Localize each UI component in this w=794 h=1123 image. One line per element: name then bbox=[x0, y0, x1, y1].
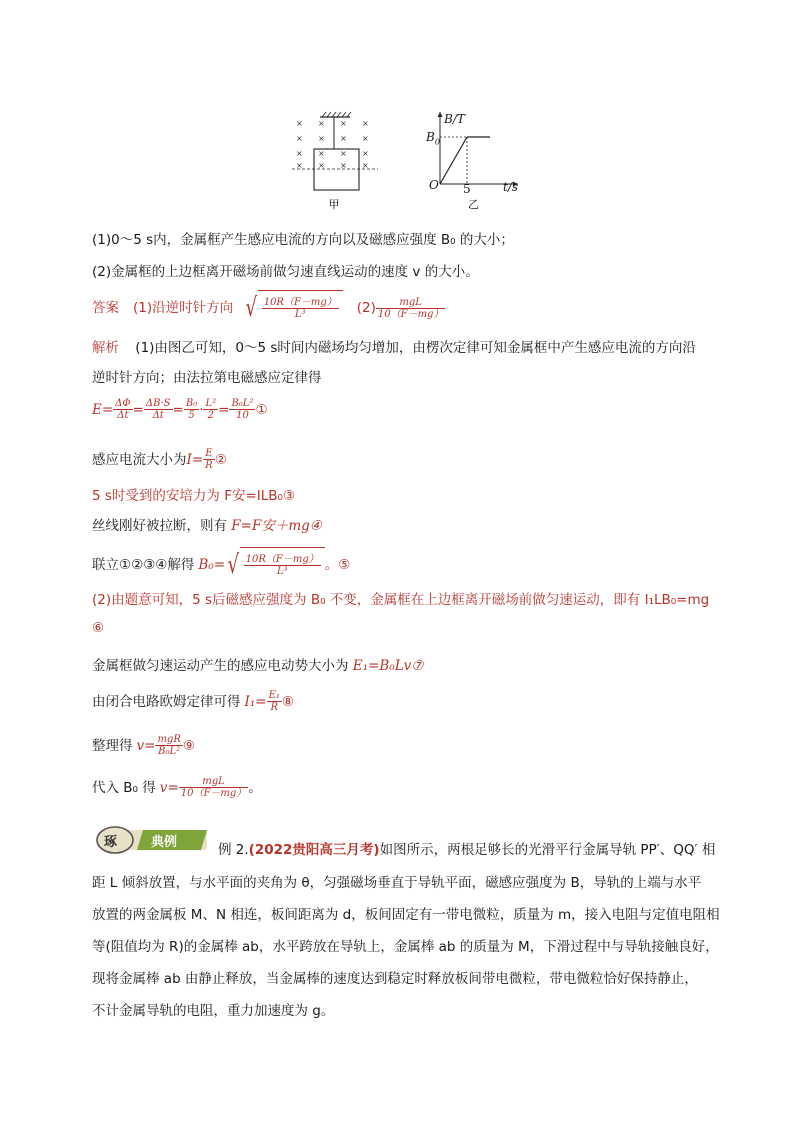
example-banner bbox=[95, 824, 213, 854]
question-1: (1)0～5 s内，金属框产生感应电流的方向以及磁感应强度 B₀ 的大小； bbox=[92, 232, 514, 248]
example-line-4: 等(阻值均为 R)的金属棒 ab，水平跨放在导轨上，金属棒 ab 的质量为 M，下滑过程中与导轨接触良好， bbox=[92, 939, 719, 955]
y-axis-label: B/T bbox=[444, 112, 465, 126]
b0-label: $B_0$ bbox=[426, 130, 440, 147]
tick-5: 5 bbox=[463, 182, 471, 196]
equation-10: 代入 B₀ 得 v= $\frac{\text{mgL}}{10(F-mg)}$ 。 bbox=[92, 776, 262, 799]
answer-part-1: (1)沿逆时针方向 bbox=[133, 300, 234, 316]
cross: × bbox=[296, 119, 303, 128]
answer-line bbox=[92, 290, 445, 326]
analysis-line-1: 解析 (1)由图乙可知，0～5 s时间内磁场均匀增加，由楞次定律可知金属框中产生感应电流的方向沿 bbox=[92, 340, 696, 356]
figure-jia-label: 甲 bbox=[328, 198, 340, 211]
cross: × bbox=[296, 134, 303, 143]
cross: × bbox=[296, 161, 303, 170]
cross: × bbox=[340, 161, 347, 170]
example-line-2: 距 L 倾斜放置，与水平面的夹角为 θ，匀强磁场垂直于导轨平面，磁感应强度为 B，导轨的上端与水平 bbox=[92, 875, 702, 891]
cross: × bbox=[318, 134, 325, 143]
answer-label: 答案 bbox=[92, 300, 119, 316]
equation-9: 整理得 v= $\frac{\text{mgR}}{\text{B₀L²}}$ ⑨ bbox=[92, 734, 195, 757]
equation-5: 联立①②③④解得 B₀= √ $\frac{10R(F-mg)}{\text{L³}}$ 。⑤ bbox=[92, 547, 350, 583]
equation-1: E= $\frac{\Delta\Phi}{\Delta t}$ = $\frac{\Delta B\cdot S}{\Delta t}$ = $\frac{\text{B₀}}{5}$ · $\frac{\text{L²}}{2}$ = $\frac{\text{B₀L²}}{10}$ ① bbox=[92, 398, 268, 421]
equation-7: 金属框做匀速运动产生的感应电动势大小为 E₁=B₀Lv⑦ bbox=[92, 658, 424, 674]
cross: × bbox=[318, 119, 325, 128]
question-2: (2)金属框的上边框离开磁场前做匀速直线运动的速度 v 的大小。 bbox=[92, 264, 479, 280]
equation-8: 由闭合电路欧姆定律可得 I₁= $\frac{\text{E₁}}{R}$ ⑧ bbox=[92, 690, 294, 713]
example-line-5: 现将金属棒 ab 由静止释放，当金属棒的速度达到稳定时释放板间带电微粒，带电微粒恰好保持静止， bbox=[92, 971, 698, 987]
example-line-6: 不计金属导轨的电阻，重力加速度为 g。 bbox=[92, 1003, 335, 1019]
example-line-3: 放置的两金属板 M、N 相连，板间距离为 d，板间固定有一带电微粒，质量为 m，接入电阻与定值电阻相 bbox=[92, 907, 720, 923]
banner-right-text: 典例 bbox=[151, 835, 178, 850]
answer-part-2-prefix: (2) bbox=[356, 300, 376, 316]
cross: × bbox=[340, 119, 347, 128]
equation-3: 5 s时受到的安培力为 F安=ILB₀③ bbox=[92, 488, 296, 504]
analysis-line-2: 逆时针方向；由法拉第电磁感应定律得 bbox=[92, 370, 322, 386]
cross: × bbox=[340, 134, 347, 143]
cross: × bbox=[362, 134, 369, 143]
cross: × bbox=[318, 149, 325, 158]
cross: × bbox=[362, 119, 369, 128]
cross: × bbox=[362, 149, 369, 158]
banner-left-text: 琢 bbox=[104, 835, 118, 850]
cross: × bbox=[318, 161, 325, 170]
x-axis-label: t/s bbox=[503, 180, 519, 194]
example-line-1: 例 2.(2022贵阳高三月考)如图所示，两根足够长的光滑平行金属导轨 PP′、QQ′ 相 bbox=[218, 842, 716, 858]
equation-4: 丝线刚好被拉断，则有 F=F安＋mg④ bbox=[92, 518, 322, 534]
cross: × bbox=[296, 149, 303, 158]
equation-2: 感应电流大小为 I= $\frac{E}{R}$ ② bbox=[92, 448, 227, 471]
part-2-line-1: (2)由题意可知，5 s后磁感应强度为 B₀ 不变，金属框在上边框离开磁场前做匀速运动，即有 I₁LB₀=mg bbox=[92, 592, 710, 608]
field-crosses bbox=[296, 116, 376, 176]
analysis-label: 解析 bbox=[92, 340, 119, 356]
cross: × bbox=[362, 161, 369, 170]
origin-label: O bbox=[429, 178, 439, 192]
part-2-line-2: ⑥ bbox=[92, 620, 105, 636]
answer-part-2-fraction: $\frac{\text{mgL}}{10(F-mg)}$ bbox=[377, 296, 444, 320]
figure-yi-label: 乙 bbox=[468, 198, 479, 211]
answer-sqrt: √ $\frac{10R(F-mg)}{\text{L³}}$ bbox=[243, 290, 343, 326]
cross: × bbox=[340, 149, 347, 158]
